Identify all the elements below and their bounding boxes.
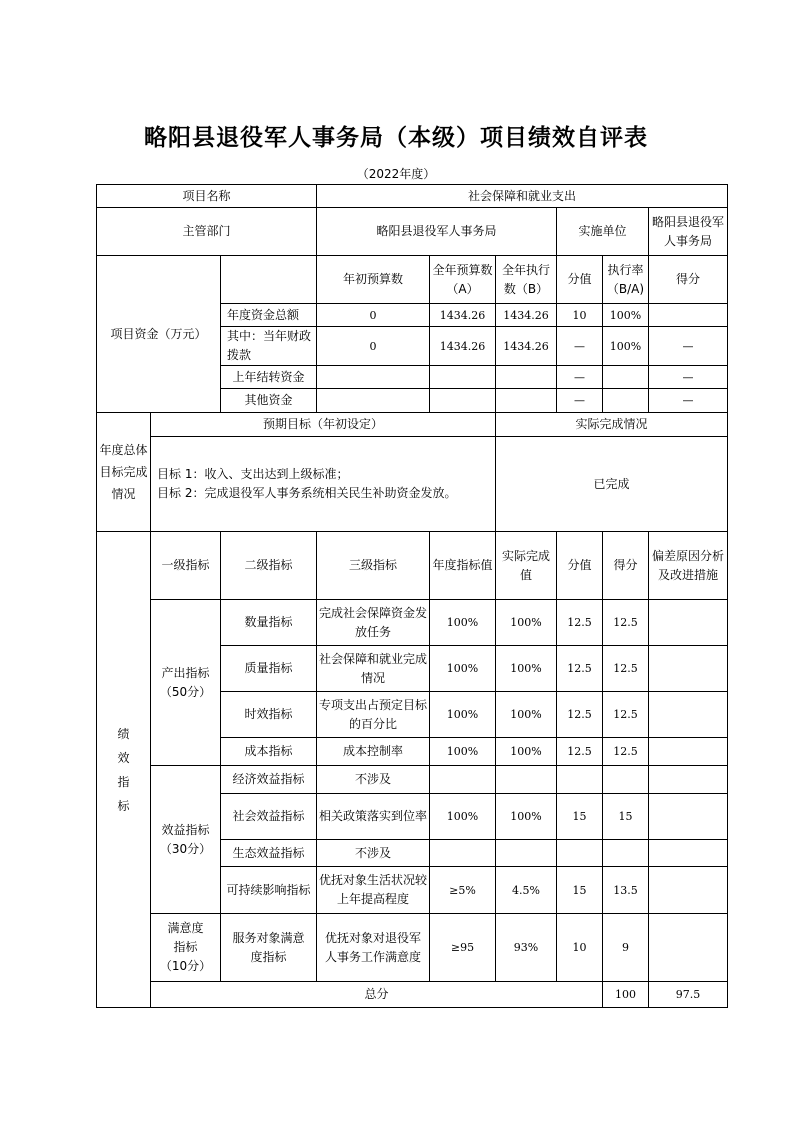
deviation-cell: [649, 738, 728, 766]
target-cell: 100%: [430, 600, 496, 646]
deviation-cell: [649, 867, 728, 914]
funds-cell: —: [649, 389, 728, 413]
target-cell: 100%: [430, 738, 496, 766]
score-value-cell: [557, 766, 603, 794]
score-cell: 12.5: [603, 692, 649, 738]
funds-cell: —: [557, 327, 603, 366]
funds-cell: 1434.26: [496, 304, 557, 327]
funds-header: 执行率（B/A): [603, 256, 649, 304]
level2-cell: 生态效益指标: [221, 840, 317, 867]
actual-cell: 93%: [496, 914, 557, 982]
funds-header: 全年预算数（A）: [430, 256, 496, 304]
level3-cell: 成本控制率: [317, 738, 430, 766]
score-cell: 12.5: [603, 600, 649, 646]
score-value-cell: 12.5: [557, 646, 603, 692]
level2-cell: 可持续影响指标: [221, 867, 317, 914]
header-actual: 实际完成值: [496, 532, 557, 600]
score-value-cell: 12.5: [557, 738, 603, 766]
satisfaction-indicator: [151, 914, 221, 982]
level3-cell: 社会保障和就业完成情况: [317, 646, 430, 692]
level2-cell: 数量指标: [221, 600, 317, 646]
funds-cell: [430, 366, 496, 389]
benefit-indicator: [151, 766, 221, 914]
expected-goal-header: 预期目标（年初设定）: [151, 413, 496, 437]
level3-cell: 不涉及: [317, 840, 430, 867]
deviation-cell: [649, 646, 728, 692]
benefit-label: 效益指标: [161, 822, 210, 837]
level2-cell: 社会效益指标: [221, 794, 317, 840]
total-score-value: 100: [603, 982, 649, 1008]
header-target: 年度指标值: [430, 532, 496, 600]
funds-cell: 100%: [603, 304, 649, 327]
deviation-cell: [649, 840, 728, 867]
funds-cell: 100%: [603, 327, 649, 366]
target-cell: [430, 766, 496, 794]
funds-cell: 1434.26: [430, 327, 496, 366]
satisfaction-weight: （10分）: [159, 959, 212, 973]
report-year: （2022年度）: [356, 167, 436, 181]
output-label: 产出指标: [161, 665, 210, 680]
impl-value: 略阳县退役军人事务局: [649, 208, 728, 256]
target-cell: 100%: [430, 692, 496, 738]
level3-cell: 不涉及: [317, 766, 430, 794]
deviation-cell: [649, 794, 728, 840]
level2-cell: 质量指标: [221, 646, 317, 692]
actual-cell: 100%: [496, 738, 557, 766]
funds-row-name: 上年结转资金: [221, 366, 317, 389]
indicators-label-text: 绩效指标: [117, 726, 130, 813]
funds-cell: 10: [557, 304, 603, 327]
score-value-cell: 12.5: [557, 600, 603, 646]
score-value-cell: 10: [557, 914, 603, 982]
actual-cell: 100%: [496, 646, 557, 692]
page-title: 略阳县退役军人事务局（本级）项目绩效自评表: [144, 125, 648, 151]
actual-cell: 100%: [496, 600, 557, 646]
level3-cell: 专项支出占预定目标的百分比: [317, 692, 430, 738]
funds-header: 全年执行数（B）: [496, 256, 557, 304]
funds-cell: —: [649, 366, 728, 389]
score-cell: [603, 840, 649, 867]
header-level2: 二级指标: [221, 532, 317, 600]
header-deviation: 偏差原因分析及改进措施: [649, 532, 728, 600]
score-value-cell: 15: [557, 867, 603, 914]
level2-cell: 经济效益指标: [221, 766, 317, 794]
score-value-cell: 12.5: [557, 692, 603, 738]
funds-cell: —: [557, 389, 603, 413]
funds-cell: [317, 389, 430, 413]
goal-2: 目标 2：完成退役军人事务系统相关民生补助资金发放。: [157, 486, 457, 500]
target-cell: ≥95: [430, 914, 496, 982]
funds-cell: [649, 304, 728, 327]
goal-1: 目标 1：收入、支出达到上级标准；: [157, 467, 349, 481]
score-cell: 12.5: [603, 738, 649, 766]
funds-cell: 1434.26: [496, 327, 557, 366]
funds-cell: [603, 389, 649, 413]
header-score: 得分: [603, 532, 649, 600]
level2-cell: 服务对象满意度指标: [221, 914, 317, 982]
impl-label: 实施单位: [557, 208, 649, 256]
dept-label: 主管部门: [97, 208, 317, 256]
actual-completion: 已完成: [496, 437, 728, 532]
funds-cell: [496, 366, 557, 389]
expected-goals: [151, 437, 496, 532]
output-weight: （50分）: [159, 684, 212, 699]
level3-cell: 优抚对象生活状况较上年提高程度: [317, 867, 430, 914]
score-value-cell: [557, 840, 603, 867]
total-label: 总分: [151, 982, 603, 1008]
funds-cell: [317, 366, 430, 389]
total-score: 97.5: [649, 982, 728, 1008]
funds-header: 得分: [649, 256, 728, 304]
score-cell: [603, 766, 649, 794]
target-cell: [430, 840, 496, 867]
level3-cell: 优抚对象对退役军人事务工作满意度: [317, 914, 430, 982]
funds-cell: —: [649, 327, 728, 366]
deviation-cell: [649, 914, 728, 982]
funds-cell: 0: [317, 327, 430, 366]
actual-cell: 100%: [496, 692, 557, 738]
funds-row-name: 其中：当年财政拨款: [221, 327, 317, 366]
goals-label: 年度总体目标完成情况: [97, 413, 151, 532]
funds-cell: 1434.26: [430, 304, 496, 327]
score-cell: 13.5: [603, 867, 649, 914]
actual-cell: 4.5%: [496, 867, 557, 914]
deviation-cell: [649, 766, 728, 794]
project-name-value: 社会保障和就业支出: [317, 185, 728, 208]
funds-label: 项目资金（万元）: [97, 256, 221, 413]
level3-cell: 完成社会保障资金发放任务: [317, 600, 430, 646]
dept-value: 略阳县退役军人事务局: [317, 208, 557, 256]
indicators-label: [97, 532, 151, 1008]
target-cell: ≥5%: [430, 867, 496, 914]
satisfaction-label: 满意度指标: [167, 921, 204, 954]
level2-cell: 时效指标: [221, 692, 317, 738]
target-cell: 100%: [430, 646, 496, 692]
actual-cell: 100%: [496, 794, 557, 840]
actual-cell: [496, 840, 557, 867]
output-indicator: [151, 600, 221, 766]
actual-completion-header: 实际完成情况: [496, 413, 728, 437]
funds-row-name: 其他资金: [221, 389, 317, 413]
funds-cell: 0: [317, 304, 430, 327]
project-name-label: 项目名称: [97, 185, 317, 208]
funds-row-name: 年度资金总额: [221, 304, 317, 327]
target-cell: 100%: [430, 794, 496, 840]
funds-cell: —: [557, 366, 603, 389]
funds-cell: [603, 366, 649, 389]
deviation-cell: [649, 600, 728, 646]
funds-header: 年初预算数: [317, 256, 430, 304]
actual-cell: [496, 766, 557, 794]
header-level3: 三级指标: [317, 532, 430, 600]
level2-cell: 成本指标: [221, 738, 317, 766]
score-cell: 12.5: [603, 646, 649, 692]
funds-header: 分值: [557, 256, 603, 304]
evaluation-table: [96, 184, 728, 1008]
funds-cell: [496, 389, 557, 413]
level3-cell: 相关政策落实到位率: [317, 794, 430, 840]
header-score-value: 分值: [557, 532, 603, 600]
header-level1: 一级指标: [151, 532, 221, 600]
funds-cell: [430, 389, 496, 413]
benefit-weight: （30分）: [159, 841, 212, 856]
score-cell: 9: [603, 914, 649, 982]
deviation-cell: [649, 692, 728, 738]
score-value-cell: 15: [557, 794, 603, 840]
score-cell: 15: [603, 794, 649, 840]
